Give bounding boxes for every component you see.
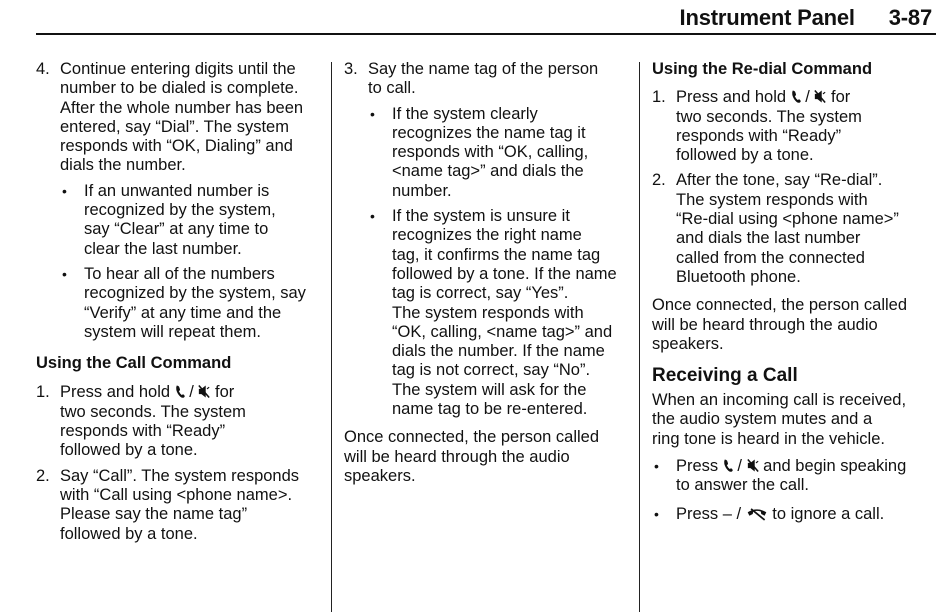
text-line: followed by a tone. xyxy=(676,146,814,165)
list-item xyxy=(652,88,942,165)
bullet-item xyxy=(368,105,634,201)
list-number: 4. xyxy=(36,60,50,78)
text-line: Say “Call”. The system responds xyxy=(60,466,300,485)
text-fragment: for xyxy=(215,383,235,402)
text-line xyxy=(676,88,942,107)
column-3 xyxy=(652,60,942,524)
text-line: After the tone, say “Re-dial”. xyxy=(676,171,883,190)
text-line: followed by a tone. xyxy=(60,524,198,543)
text-line: “Re-dial using <phone name>” xyxy=(676,210,899,229)
mute-speaker-icon xyxy=(198,384,210,399)
mute-speaker-icon xyxy=(747,458,759,473)
bullet-mark: • xyxy=(654,505,659,522)
list-number: 2. xyxy=(36,466,50,485)
bullet-item xyxy=(60,265,328,342)
text-line: The system responds with xyxy=(676,190,868,209)
text-fragment: / xyxy=(737,457,742,476)
text-line: number to be dialed is complete. xyxy=(60,79,299,98)
text-line: When an incoming call is received, xyxy=(652,391,907,410)
page-header xyxy=(680,5,932,31)
text-line xyxy=(676,505,942,524)
list-number: 1. xyxy=(652,88,666,107)
bullet-mark: • xyxy=(62,265,67,282)
section-heading: Using the Re-dial Command xyxy=(652,60,873,78)
text-line: and dials the last number xyxy=(676,229,861,248)
paragraph xyxy=(344,428,634,486)
text-line: Please say the name tag” xyxy=(60,505,248,524)
text-line: dials the number. xyxy=(60,156,186,175)
list-item xyxy=(36,467,328,544)
text-line: Bluetooth phone. xyxy=(676,267,801,286)
text-line: will be heard through the audio xyxy=(344,447,570,466)
phone-talk-icon xyxy=(791,89,801,104)
column-2 xyxy=(344,60,634,486)
bullet-mark: • xyxy=(370,105,375,122)
text-line: will be heard through the audio xyxy=(652,315,878,334)
header-rule xyxy=(36,33,936,35)
text-line: Say the name tag of the person xyxy=(368,60,599,78)
text-line: <name tag>” and dials the xyxy=(392,162,584,181)
text-line: If the system clearly xyxy=(392,104,538,123)
text-line: to call. xyxy=(368,79,416,98)
text-line: responds with “Ready” xyxy=(676,126,842,145)
phone-hangup-icon xyxy=(746,507,768,521)
bullet-item xyxy=(652,505,942,524)
text-line xyxy=(60,383,328,402)
text-line: Once connected, the person called xyxy=(652,296,908,315)
phone-talk-icon xyxy=(723,458,733,473)
text-line: Once connected, the person called xyxy=(344,428,600,447)
list-number: 3. xyxy=(344,60,358,78)
list-item xyxy=(36,383,328,460)
text-line: recognizes the right name xyxy=(392,226,582,245)
text-line: ring tone is heard in the vehicle. xyxy=(652,429,885,448)
bullet-mark: • xyxy=(370,208,375,225)
text-fragment: for xyxy=(831,88,851,107)
text-line: speakers. xyxy=(344,466,416,485)
text-line: tag is not correct, say “No”. xyxy=(392,361,591,380)
text-fragment: Press xyxy=(676,457,719,476)
text-line: number. xyxy=(392,181,452,200)
column-1 xyxy=(36,60,328,544)
paragraph xyxy=(652,296,942,354)
text-line: speakers. xyxy=(652,334,724,353)
text-line: responds with “Ready” xyxy=(60,422,226,441)
page-number: 3-87 xyxy=(888,5,932,30)
bullet-mark: • xyxy=(654,458,659,475)
list-number: 2. xyxy=(652,171,666,190)
text-line: recognized by the system, say xyxy=(84,284,306,303)
text-line: the audio system mutes and a xyxy=(652,410,873,429)
text-fragment: Press and hold xyxy=(676,88,787,107)
text-line: recognizes the name tag it xyxy=(392,123,586,142)
text-line: If an unwanted number is xyxy=(84,181,270,200)
text-line: name tag to be re-entered. xyxy=(392,400,588,419)
text-line: to answer the call. xyxy=(676,476,809,495)
text-line: tag is correct, say “Yes”. xyxy=(392,284,569,303)
text-fragment: Press and hold xyxy=(60,383,171,402)
section-title: Instrument Panel xyxy=(679,5,855,30)
text-line: responds with “OK, Dialing” and xyxy=(60,137,293,156)
bullet-mark: • xyxy=(62,182,67,199)
text-line: The system will ask for the xyxy=(392,380,587,399)
text-line: with “Call using <phone name>. xyxy=(60,485,293,504)
text-line: “OK, calling, <name tag>” and xyxy=(392,322,613,341)
text-line: After the whole number has been xyxy=(60,98,304,117)
text-line: If the system is unsure it xyxy=(392,207,570,226)
text-line: To hear all of the numbers xyxy=(84,264,275,283)
text-line: Continue entering digits until the xyxy=(60,60,296,78)
text-line: say “Clear” at any time to xyxy=(84,220,269,239)
text-line: clear the last number. xyxy=(84,239,242,258)
section-heading: Using the Call Command xyxy=(36,354,232,373)
text-line: two seconds. The system xyxy=(676,107,862,126)
text-fragment: Press – / xyxy=(676,504,742,523)
mute-speaker-icon xyxy=(814,89,826,104)
text-fragment: / xyxy=(189,383,194,402)
text-line: tag, it confirms the name tag xyxy=(392,245,601,264)
text-fragment: to ignore a call. xyxy=(772,504,885,523)
text-line: The system responds with xyxy=(392,303,584,322)
text-line xyxy=(676,457,942,476)
bullet-item xyxy=(368,207,634,419)
column-divider xyxy=(639,62,640,612)
list-number: 1. xyxy=(36,383,50,402)
text-line: system will repeat them. xyxy=(84,322,261,341)
bullet-item xyxy=(60,182,328,259)
text-fragment: / xyxy=(805,88,810,107)
list-item xyxy=(344,60,634,419)
column-divider xyxy=(331,62,332,612)
list-item xyxy=(652,171,942,287)
text-line: dials the number. If the name xyxy=(392,342,605,361)
text-fragment: and begin speaking xyxy=(763,457,907,476)
text-line: responds with “OK, calling, xyxy=(392,143,589,162)
text-line: followed by a tone. xyxy=(60,441,198,460)
phone-talk-icon xyxy=(175,384,185,399)
text-line: entered, say “Dial”. The system xyxy=(60,117,289,136)
text-line: called from the connected xyxy=(676,248,865,267)
section-heading: Receiving a Call xyxy=(652,365,798,387)
text-line: two seconds. The system xyxy=(60,402,246,421)
paragraph xyxy=(652,391,942,449)
list-item xyxy=(36,60,328,342)
text-line: “Verify” at any time and the xyxy=(84,303,282,322)
text-line: followed by a tone. If the name xyxy=(392,264,617,283)
text-line: recognized by the system, xyxy=(84,201,276,220)
bullet-item xyxy=(652,457,942,496)
